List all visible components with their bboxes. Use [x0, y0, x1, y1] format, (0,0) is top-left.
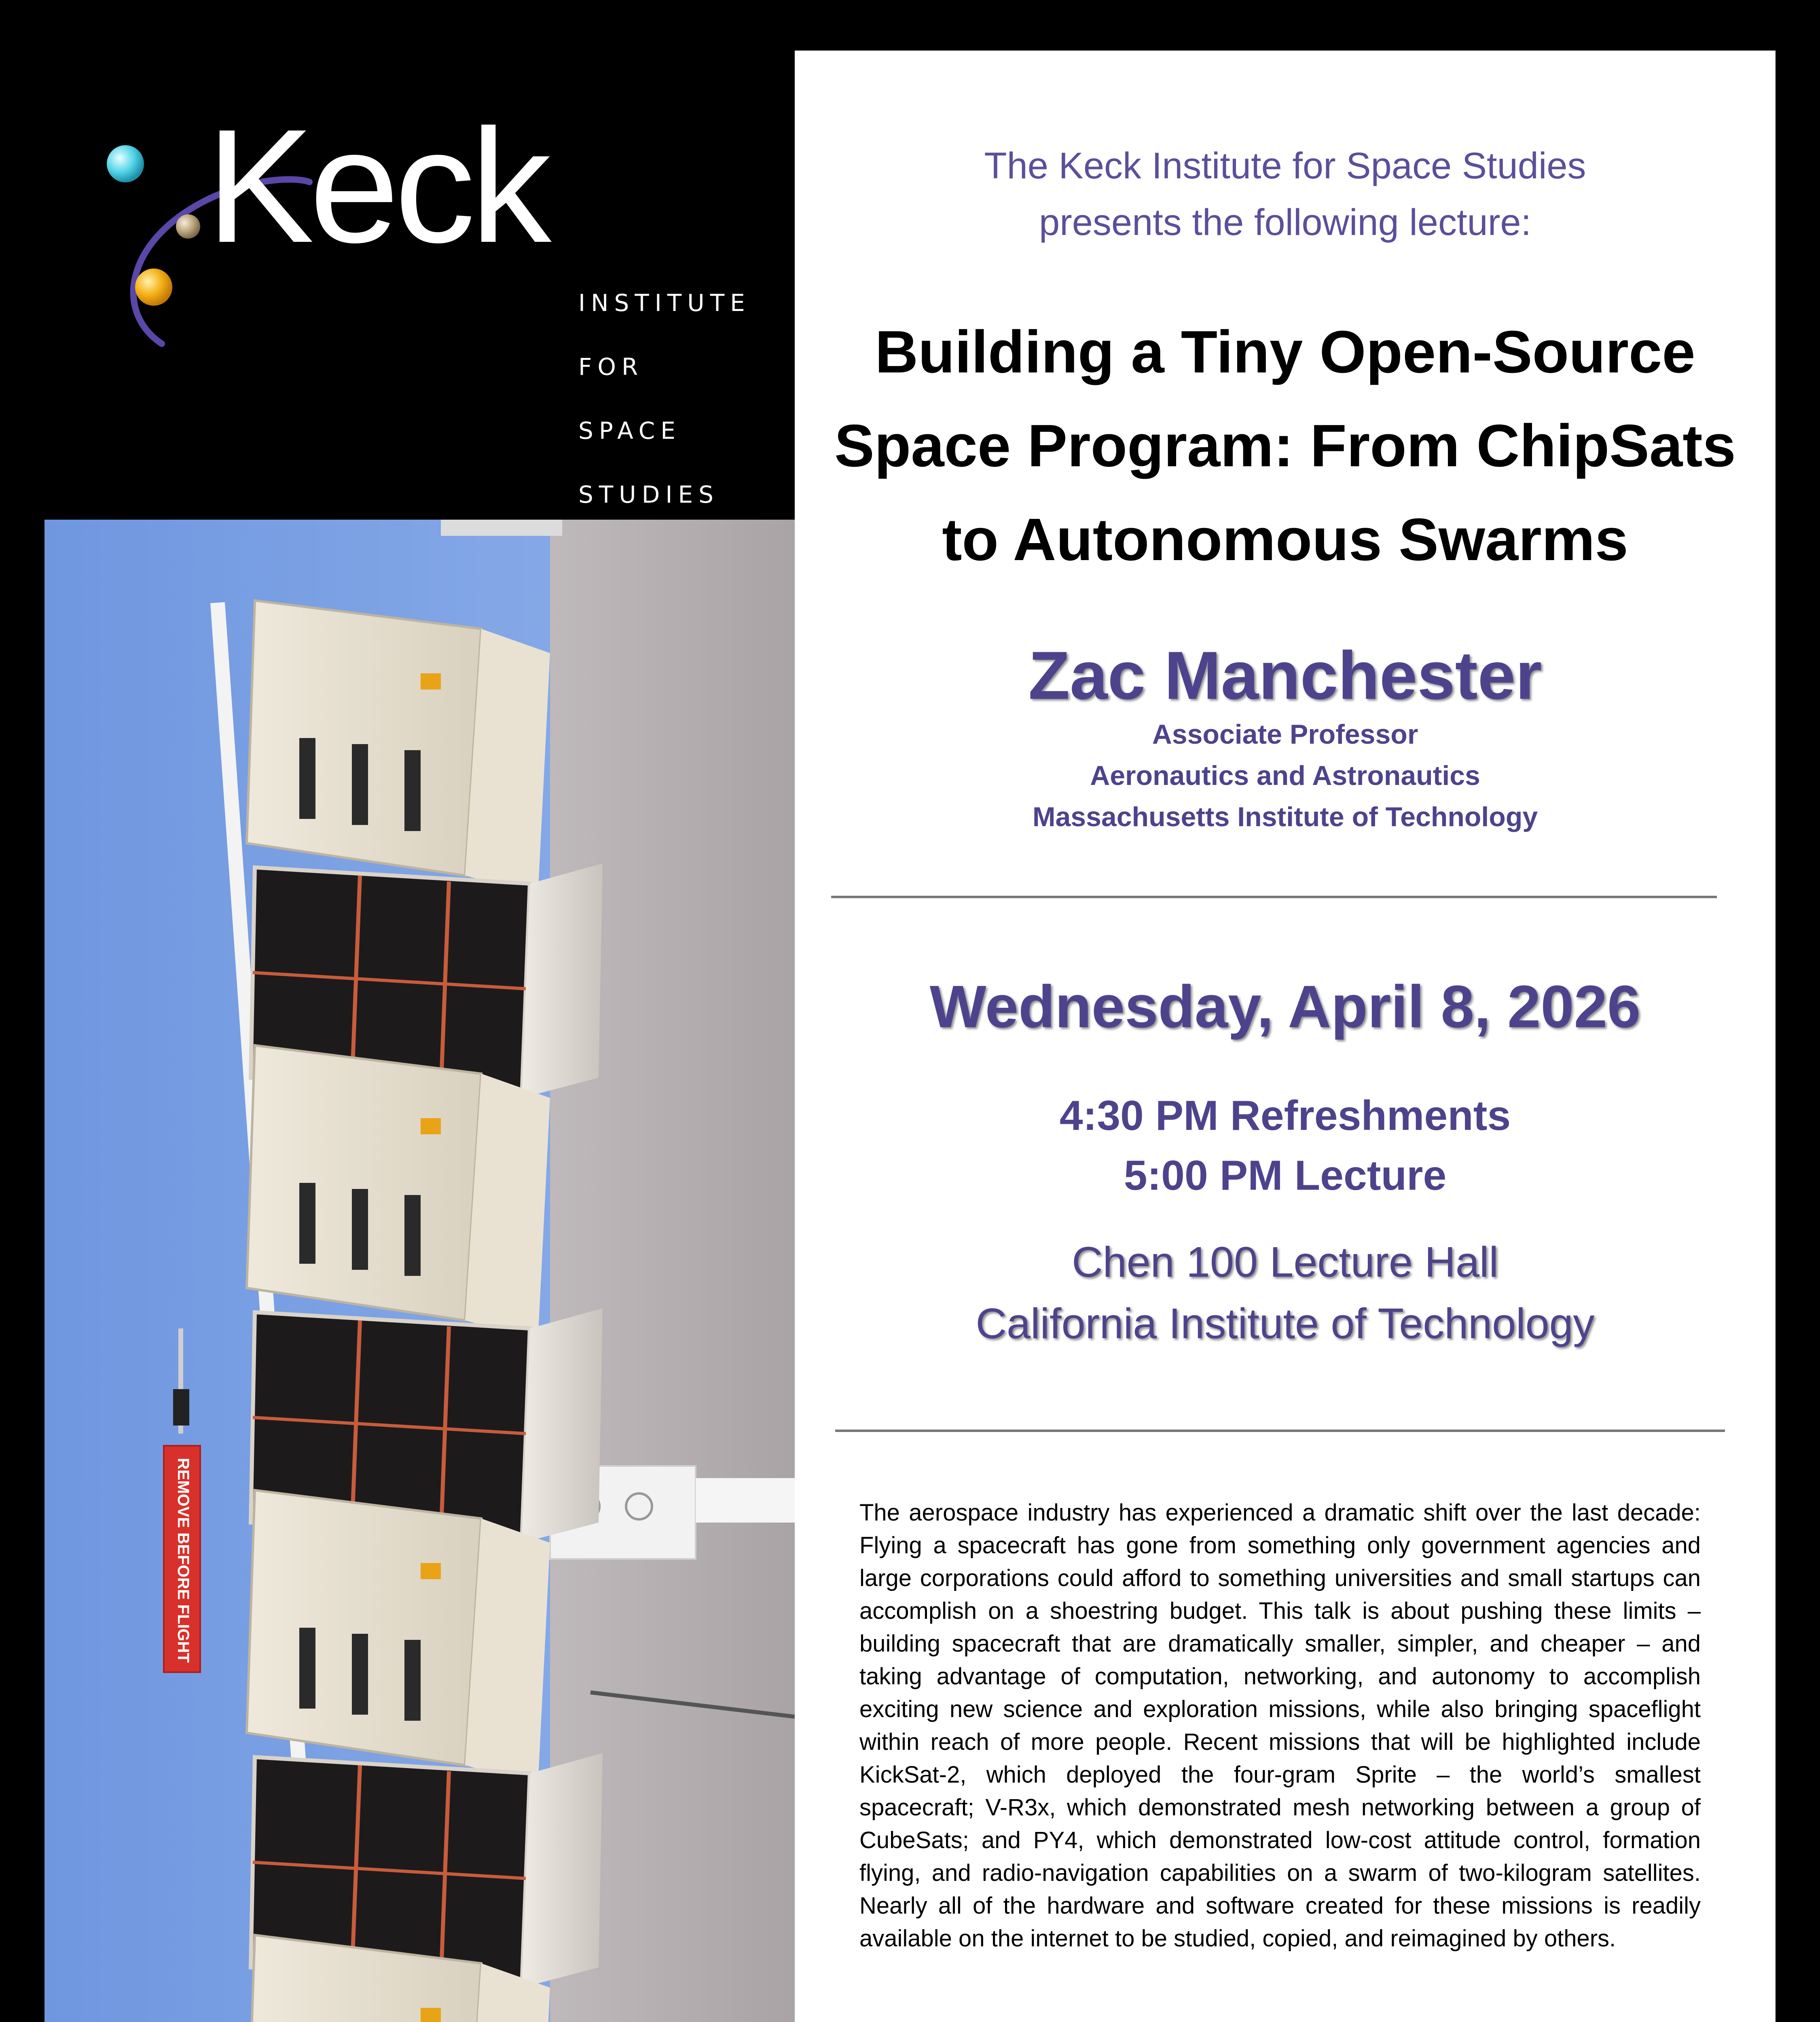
affiliation-department: Aeronautics and Astronautics	[1090, 760, 1480, 791]
lecture-time: 5:00 PM Lecture	[1124, 1152, 1447, 1199]
divider	[835, 1430, 1725, 1432]
logo-line-studies: STUDIES	[578, 481, 719, 508]
event-venue	[795, 1231, 1776, 1354]
logo-line-institute: INSTITUTE	[578, 289, 751, 317]
institute-name	[578, 271, 751, 527]
presenter-heading	[795, 137, 1776, 251]
remove-before-flight-text: REMOVE BEFORE FLIGHT	[174, 1458, 192, 1663]
event-times	[795, 1086, 1776, 1206]
cubesat-photo	[44, 520, 795, 2022]
lecture-title	[795, 305, 1776, 587]
title-line-3: to Autonomous Swarms	[942, 506, 1628, 573]
keck-wordmark: Keck	[206, 95, 547, 276]
logo-line-for: FOR	[578, 353, 644, 381]
title-line-1: Building a Tiny Open-Source	[875, 319, 1695, 385]
presenter-line-2: presents the following lecture:	[1039, 202, 1532, 243]
logo-line-space: SPACE	[578, 417, 681, 444]
venue-room: Chen 100 Lecture Hall	[1072, 1238, 1498, 1286]
refreshments-time: 4:30 PM Refreshments	[1059, 1092, 1511, 1139]
speaker-name: Zac Manchester	[1028, 637, 1542, 713]
keck-logo	[93, 95, 751, 526]
presenter-line-1: The Keck Institute for Space Studies	[984, 145, 1586, 186]
title-line-2: Space Program: From ChipSats	[834, 412, 1736, 479]
lecture-info-panel	[795, 51, 1776, 2022]
venue-institution: California Institute of Technology	[976, 1300, 1595, 1347]
divider	[831, 896, 1717, 898]
affiliation-institution: Massachusetts Institute of Technology	[1032, 802, 1538, 832]
cubesat-stack-illustration	[44, 520, 795, 2022]
lecture-abstract: The aerospace industry has experienced a dramatic shift over the last decade: Flying a spacecraft has gone from something only government agencies and large corporations could afford to something universities and small startups can accomplish on a shoestring budget. This talk is about pushing these limits – building spacecraft that are dramatically smaller, simpler, and cheaper – and taking advantage of computation, networking, and autonomy to accomplish exciting new science and exploration missions, while also bringing spaceflight within reach of more people. Recent missions that will be highlighted include KickSat-2, which deployed the four-gram Sprite – the world’s smallest spacecraft; V-R3x, which demonstrated mesh networking between a group of CubeSats; and PY4, which demonstrated low-cost attitude control, formation flying, and radio-navigation capabilities on a swarm of two-kilogram satellites. Nearly all of the hardware and software created for these missions is readily available on the internet to be studied, copied, and reimagined by others.	[859, 1500, 1701, 1952]
speaker-affiliation	[795, 714, 1776, 838]
event-date: Wednesday, April 8, 2026	[929, 973, 1641, 1040]
affiliation-title: Associate Professor	[1152, 719, 1418, 750]
